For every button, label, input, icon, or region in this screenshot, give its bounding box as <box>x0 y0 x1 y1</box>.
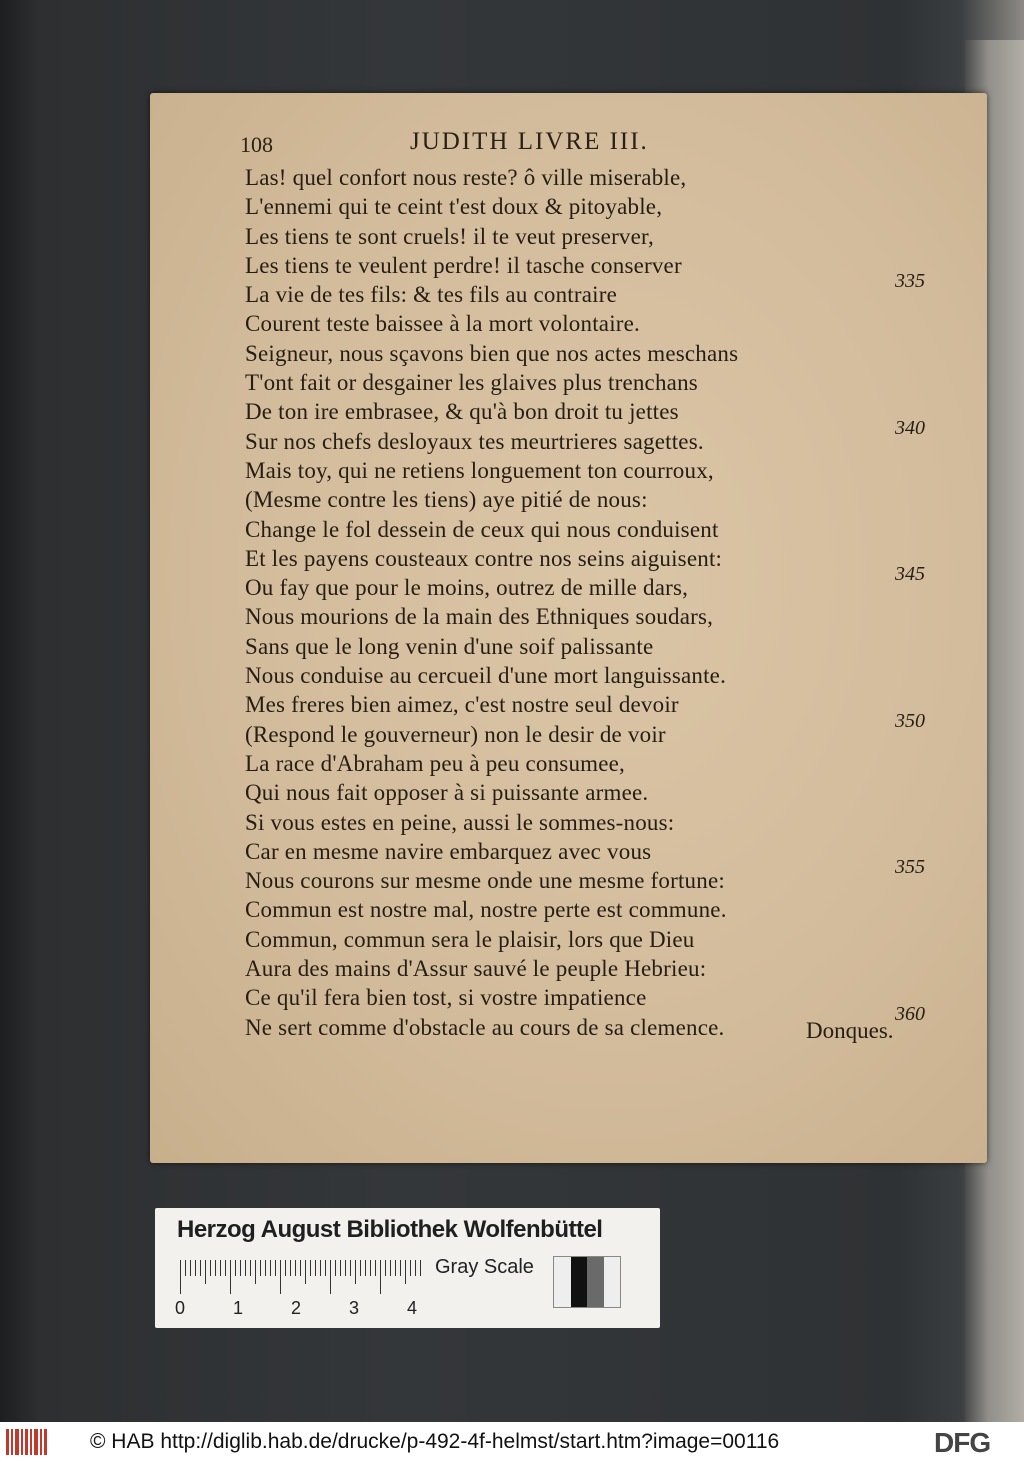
ruler-tick <box>255 1260 256 1284</box>
verse-line: Nous conduise au cercueil d'une mort languissante. <box>245 663 727 689</box>
line-number: 335 <box>895 270 925 292</box>
ruler-tick <box>345 1260 346 1276</box>
line-number: 360 <box>895 1002 925 1025</box>
ruler-labels <box>175 1298 435 1322</box>
ruler-tick <box>290 1260 291 1276</box>
ruler-tick <box>235 1260 236 1276</box>
ruler-tick <box>410 1260 411 1276</box>
ruler-tick <box>200 1260 201 1276</box>
ruler-tick <box>185 1260 186 1276</box>
ruler-tick <box>240 1260 241 1276</box>
verse-line: Ne sert comme d'obstacle au cours de sa clemence. <box>245 1014 725 1040</box>
reference-card <box>155 1208 660 1328</box>
ruler-tick <box>400 1260 401 1276</box>
ruler-tick <box>395 1260 396 1276</box>
verse-line: Mais toy, qui ne retiens longuement ton courroux, <box>245 457 714 483</box>
ruler-tick <box>180 1260 181 1294</box>
line-number: 355 <box>895 856 925 878</box>
ruler-tick <box>190 1260 191 1276</box>
verse-line: Sans que le long venin d'une soif palissante <box>245 633 654 659</box>
catchword: Donques. <box>806 1018 894 1043</box>
ruler-tick <box>325 1260 326 1276</box>
verse-line: Aura des mains d'Assur sauvé le peuple Hebrieu: <box>245 956 707 982</box>
ruler-tick <box>210 1260 211 1276</box>
ruler-tick <box>295 1260 296 1276</box>
ruler-label: 0 <box>175 1298 186 1318</box>
ruler-tick <box>380 1260 381 1294</box>
verse-line: Les tiens te veulent perdre! il tasche conserver <box>245 252 682 278</box>
gray-scale-label: Gray Scale <box>435 1256 534 1278</box>
verse-line: Mes freres bien aimez, c'est nostre seul devoir <box>245 692 679 718</box>
line-number: 345 <box>895 563 925 585</box>
verse-line: La vie de tes fils: & tes fils au contraire <box>245 282 618 308</box>
ruler-tick <box>195 1260 196 1276</box>
verse-line: Nous mourions de la main des Ethniques soudars, <box>245 604 714 630</box>
verse-line: L'ennemi qui te ceint t'est doux & pitoyable, <box>245 194 663 220</box>
ruler-tick <box>230 1260 231 1294</box>
ruler-tick <box>315 1260 316 1276</box>
page-number: 108 <box>240 132 273 157</box>
ruler-tick <box>360 1260 361 1276</box>
verse-line: Ce qu'il fera bien tost, si vostre impatience <box>245 985 647 1011</box>
verse-line: Et les payens cousteaux contre nos seins aiguisent: <box>245 545 723 571</box>
ruler-tick <box>355 1260 356 1284</box>
ruler-tick <box>320 1260 321 1276</box>
ruler-tick <box>385 1260 386 1276</box>
page-header <box>240 128 760 162</box>
footer-bar <box>0 1422 1024 1462</box>
ruler-tick <box>310 1260 311 1276</box>
verse-line: Seigneur, nous sçavons bien que nos actes meschans <box>245 340 739 366</box>
verse-line: De ton ire embrasee, & qu'à bon droit tu jettes <box>245 399 679 425</box>
ruler-tick <box>300 1260 301 1276</box>
verse-line: Change le fol dessein de ceux qui nous conduisent <box>245 516 719 542</box>
ruler-tick <box>285 1260 286 1276</box>
verse-line: Les tiens te sont cruels! il te veut preserver, <box>245 223 654 249</box>
ruler-tick <box>280 1260 281 1294</box>
ruler-tick <box>245 1260 246 1276</box>
ruler-label: 2 <box>291 1298 302 1318</box>
gray-scale-swatch <box>553 1256 621 1308</box>
verse-line: Qui nous fait opposer à si puissante armee. <box>245 780 649 806</box>
ruler-tick <box>225 1260 226 1276</box>
ruler-tick <box>265 1260 266 1276</box>
verse-line: Car en mesme navire embarquez avec vous <box>245 838 652 864</box>
ruler-tick <box>270 1260 271 1276</box>
ruler-tick <box>390 1260 391 1276</box>
ruler-tick <box>340 1260 341 1276</box>
line-number: 350 <box>895 709 925 732</box>
verse-line: (Respond le gouverneur) non le desir de voir <box>245 721 666 747</box>
verse-line: La race d'Abraham peu à peu consumee, <box>245 750 626 776</box>
ruler-label: 1 <box>233 1298 244 1318</box>
verse-line: Nous courons sur mesme onde une mesme fortune: <box>245 868 725 894</box>
ruler-tick <box>220 1260 221 1276</box>
verse-line: Si vous estes en peine, aussi le sommes-nous: <box>245 809 675 835</box>
ruler-tick <box>335 1260 336 1276</box>
ruler-tick <box>275 1260 276 1276</box>
verse-line: T'ont fait or desgainer les glaives plus trenchans <box>245 370 698 396</box>
library-name: Herzog August Bibliothek Wolfenbüttel <box>177 1216 603 1243</box>
verse-line: Sur nos chefs desloyaux tes meurtrieres sagettes. <box>245 428 704 454</box>
ruler-tick <box>330 1260 331 1294</box>
line-number: 340 <box>895 416 925 439</box>
verse-line: Las! quel confort nous reste? ô ville miserable, <box>245 165 687 190</box>
ruler-tick <box>415 1260 416 1276</box>
ruler-tick <box>365 1260 366 1276</box>
dfg-logo: DFG <box>934 1427 991 1458</box>
verse-line: Ou fay que pour le moins, outrez de mille dars, <box>245 575 689 601</box>
verse-text <box>245 163 805 1042</box>
scale-ruler <box>180 1260 425 1300</box>
barcode-icon <box>6 1429 48 1455</box>
ruler-tick <box>350 1260 351 1276</box>
verse-line: (Mesme contre les tiens) aye pitié de nous: <box>245 487 648 513</box>
running-title: JUDITH LIVRE III. <box>410 128 649 155</box>
verse-line: Courent teste baissee à la mort volontaire. <box>245 311 641 337</box>
copyright-url[interactable]: © HAB http://diglib.hab.de/drucke/p-492-4f-helmst/start.htm?image=00116 <box>90 1430 780 1453</box>
ruler-tick <box>305 1260 306 1284</box>
ruler-tick <box>250 1260 251 1276</box>
ruler-tick <box>420 1260 421 1276</box>
ruler-tick <box>205 1260 206 1284</box>
ruler-tick <box>375 1260 376 1276</box>
ruler-tick <box>215 1260 216 1276</box>
ruler-tick <box>370 1260 371 1276</box>
ruler-label: 3 <box>349 1298 360 1318</box>
ruler-tick <box>260 1260 261 1276</box>
verse-line: Commun, commun sera le plaisir, lors que Dieu <box>245 926 695 952</box>
ruler-tick <box>405 1260 406 1284</box>
verse-line: Commun est nostre mal, nostre perte est commune. <box>245 897 727 923</box>
ruler-label: 4 <box>407 1298 418 1318</box>
